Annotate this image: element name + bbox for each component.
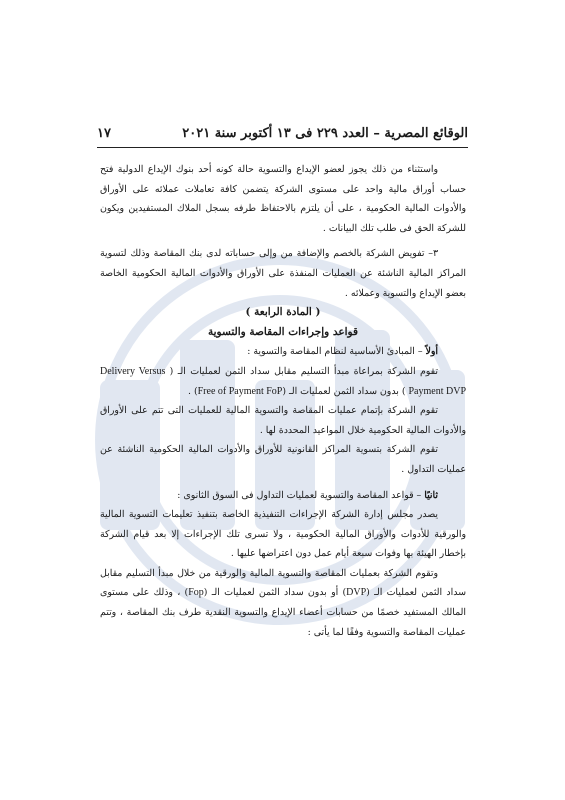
paragraph-board-procedures: يصدر مجلس إدارة الشركة الإجراءات التنفيذية الخاصة بتنفيذ تعليمات التسوية المالية والورقية للأدوات والأوراق المالية الحكومية ، ولا تسرى تلك الإجراءات إلا بعد قيام الشركة بإخطار الهيئة بها وفوات سبعة أيام عمل دون اعتراضها عليها . [100, 509, 466, 560]
english-term-dvp: Delivery Versus Payment DVP [100, 365, 466, 397]
section-label-first: أولاً [425, 346, 438, 358]
paragraph-clearing-part-c: ) ، وذلك على مستوى المالك المستفيد خصمًا من حسابات أعضاء الإيداع والتسوية النقدية طرف بنك المقاصة ، وتتم عمليات المقاصة والتسوية وفقًا لما يأتى : [100, 587, 466, 638]
section-text-first: – المبادئ الأساسية لنظام المقاصة والتسوية : [247, 346, 426, 358]
article-heading: ( المادة الرابعة ) [245, 306, 321, 319]
paragraph-clearing-part-a: وتقوم الشركة بعمليات المقاصة والتسوية المالية والورقية من خلال مبدأ التسليم مقابل سداد الثمن لعمليات الـ ( [100, 567, 466, 599]
paragraph-dvp-part-b: ) بدون سداد الثمن لعمليات الـ ( [282, 385, 409, 397]
page-number: ١٧ [97, 126, 111, 141]
english-term-fop-2: Fop [188, 587, 204, 599]
paragraph-dvp [100, 362, 466, 401]
paragraph-clause-3: ٣– تفويض الشركة بالخصم والإضافة من وإلى حساباته لدى بنك المقاصة وذلك لتسوية المراكز المالية الناشئة عن العمليات المنفذة على الأوراق والأدوات المالية الحكومية الخاصة بعضو الإيداع والتسوية وعملائه . [100, 248, 466, 299]
paragraph-settlement-timing: تقوم الشركة بإتمام عمليات المقاصة والتسوية المالية للعمليات التى تتم على الأوراق والأدوات المالية الحكومية خلال المواعيد المحددة لها . [100, 405, 466, 436]
paragraph-legal-positions: تقوم الشركة بتسوية المراكز القانونية للأوراق والأدوات المالية الحكومية الناشئة عن عمليات التداول . [100, 444, 466, 475]
section-text-second: – قواعد المقاصة والتسوية لعمليات التداول فى السوق الثانوى : [177, 489, 425, 501]
article-title: قواعد وإجراءات المقاصة والتسوية [208, 325, 358, 338]
page-header [97, 122, 468, 148]
paragraph-clearing-operations [100, 564, 466, 642]
paragraph-clearing-part-b: ) أو بدون سداد الثمن لعمليات الـ ( [203, 587, 347, 599]
english-term-dvp-2: DVP [346, 587, 367, 599]
document-body [100, 160, 466, 642]
gazette-title: الوقائع المصرية – العدد ٢٢٩ فى ١٣ أكتوبر سنة ٢٠٢١ [182, 126, 468, 141]
paragraph-dvp-part-c: ) . [188, 385, 198, 397]
english-term-fop: Free of Payment FoP [197, 385, 283, 397]
header-rule [97, 147, 468, 148]
section-label-second: ثانيًا [424, 489, 438, 501]
section-heading-second [100, 486, 466, 506]
paragraph-dvp-part-a: تقوم الشركة بمراعاة مبدأ التسليم مقابل سداد الثمن لعمليات الـ ( [165, 365, 438, 377]
paragraph-exception: واستثناء من ذلك يجوز لعضو الإيداع والتسوية حالة كونه أحد بنوك الإيداع الدولية فتح حساب أوراق مالية واحد على مستوى الشركة يتضمن كافة تعاملات عملائه على الأوراق والأدوات المالية الحكومية ، على أن يلتزم بالاحتفاظ طرفه بسجل الملاك المستفيدين ويكون للشركة الحق فى طلب تلك البيانات . [100, 164, 466, 234]
section-heading-first [100, 342, 466, 362]
